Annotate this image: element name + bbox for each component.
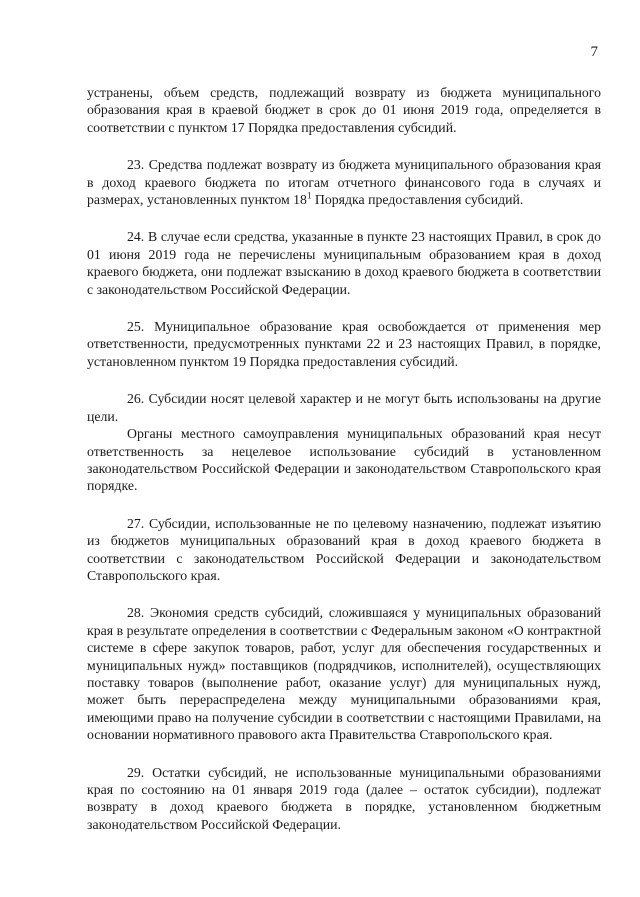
paragraph-28: 28. Экономия средств субсидий, сложившаяся у муниципальных образований края в результате определения в соответствии с Федеральным законом «О контрактной системе в сфере закупок товаров, работ, услуг для обеспечения государственных и муниципальных нужд» поставщиков (подрядчиков, исполнителей), осуществляющих поставку товаров (выполнение работ, оказание услуг) для муниципальных нужд, может быть перераспределена между муниципальными образованиями края, имеющими право на получение субсидии в соответствии с настоящими Правилами, на основании нормативного правового акта Правительства Ставропольского края. — [87, 605, 601, 743]
paragraph-26: 26. Субсидии носят целевой характер и не могут быть использованы на другие цели. — [87, 391, 601, 424]
paragraph-27: 27. Субсидии, использованные не по целевому назначению, подлежат изъятию из бюджетов муниципальных образований края в доход краевого бюджета в соответствии с законодательством Российской Федерации и законодательством Ставропольского края. — [87, 515, 601, 583]
footnote-superscript: 1 — [306, 190, 312, 201]
paragraph-25: 25. Муниципальное образование края освобождается от применения мер ответственности, предусмотренных пунктами 22 и 23 настоящих Правил, в порядке, установленном пунктом 19 Порядка предоставления субсидий. — [87, 319, 601, 369]
paragraph-29: 29. Остатки субсидий, не использованные муниципальными образованиями края по состоянию на 01 января 2019 года (далее – остаток субсидии), подлежат возврату в доход краевого бюджета в порядке, установленном бюджетным законодательством Российской Федерации. — [87, 764, 601, 832]
document-body — [87, 84, 601, 853]
page-number: 7 — [590, 44, 598, 60]
paragraph-23-text-end: Порядка предоставления субсидий. — [311, 192, 524, 208]
paragraph-continuation: устранены, объем средств, подлежащий возврату из бюджета муниципального образования края в краевой бюджет в срок до 01 июня 2019 года, определяется в соответствии с пунктом 17 Порядка предоставления субсидий. — [87, 85, 601, 135]
paragraph-26-responsibility: Органы местного самоуправления муниципальных образований края несут ответственность за нецелевое использование субсидий в установленном законодательством Российской Федерации и законодательством Ставропольского края порядке. — [87, 426, 601, 494]
paragraph-23-text: 23. Средства подлежат возврату из бюджета муниципального образования края в доход краевого бюджета по итогам отчетного финансового года в случаях и размерах, установленных пунктом 18 — [87, 157, 601, 208]
paragraph-24: 24. В случае если средства, указанные в пункте 23 настоящих Правил, в срок до 01 июня 2019 года не перечислены муниципальным образованием края в доход краевого бюджета, они подлежат взысканию в доход краевого бюджета в соответствии с законодательством Российской Федерации. — [87, 229, 601, 297]
paragraph-23 — [87, 156, 601, 208]
